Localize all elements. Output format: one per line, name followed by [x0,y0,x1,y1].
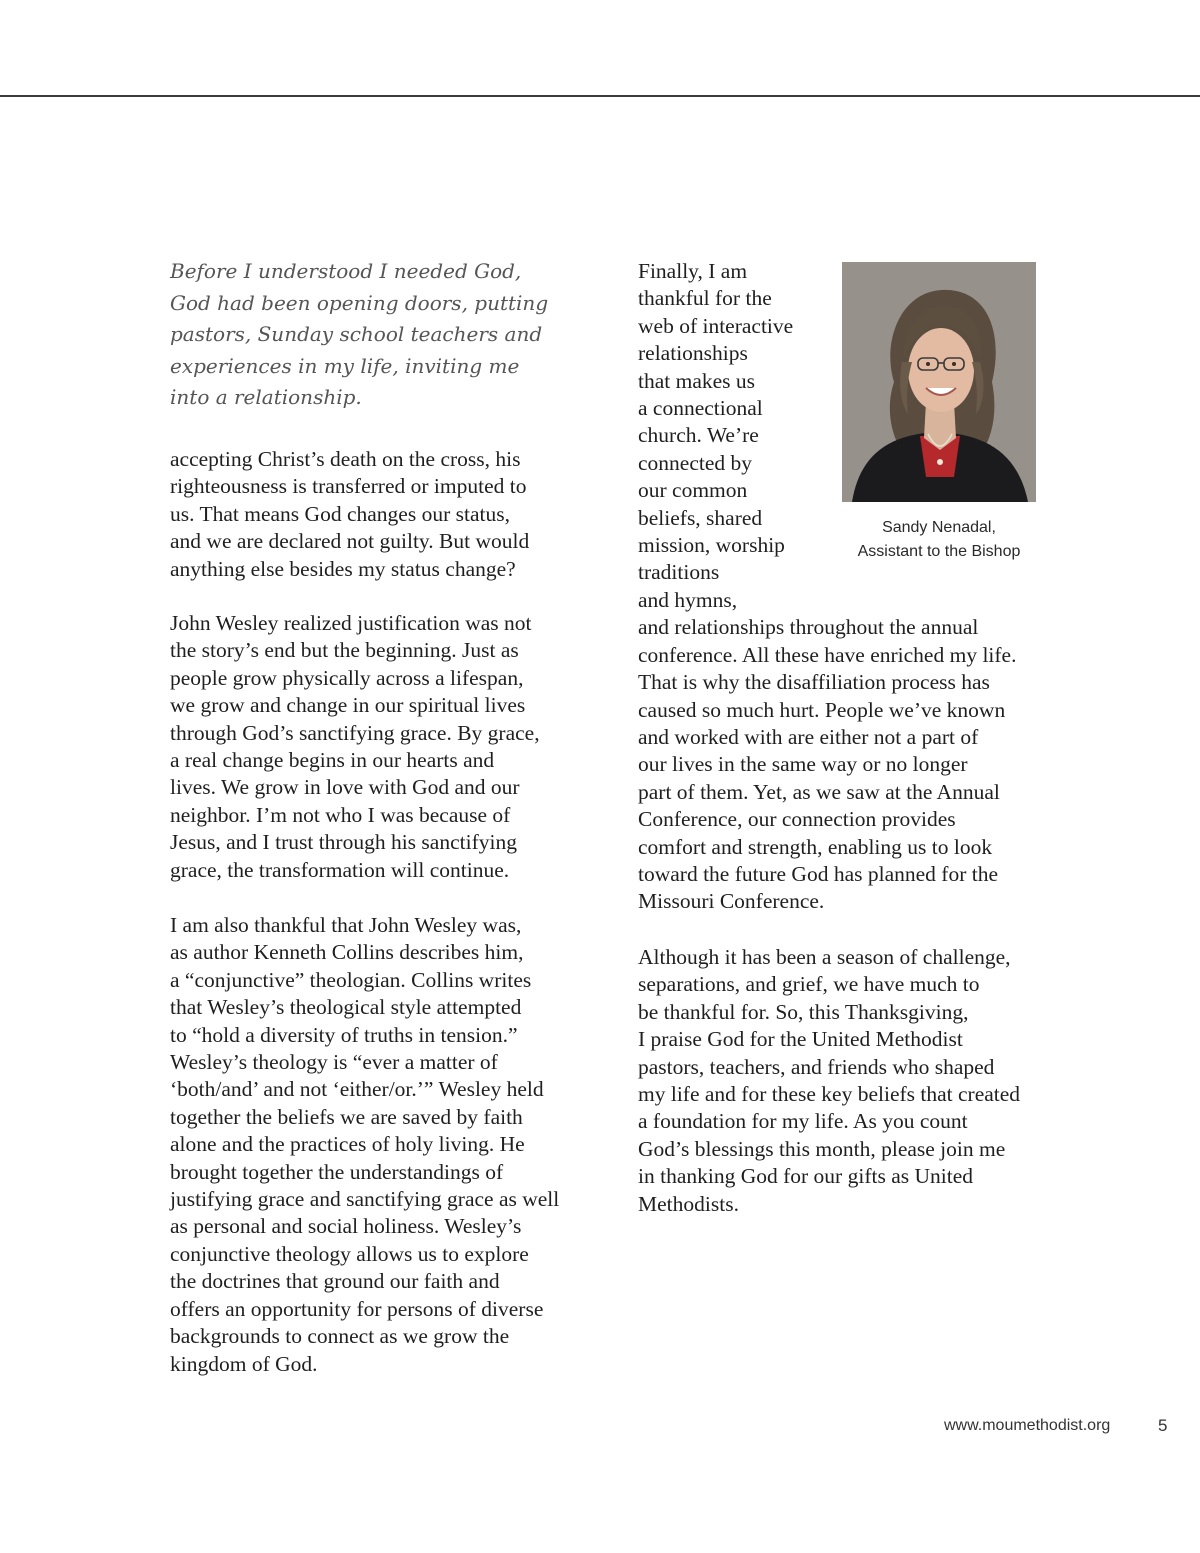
text-line: people grow physically across a lifespan, [170,665,524,690]
text-line: and we are declared not guilty. But would [170,529,530,554]
photo-caption [838,516,1040,564]
text-line: a connectional [638,396,763,421]
text-line: conference. All these have enriched my life. [638,642,1017,667]
text-line: traditions [638,560,720,585]
text-line: a real change begins in our hearts and [170,748,495,773]
text-line: God’s blessings this month, please join me [638,1136,1006,1161]
text-line: kingdom of God. [170,1351,318,1376]
text-line: brought together the understandings of [170,1159,504,1184]
text-line: relationships [638,341,748,366]
text-line: caused so much hurt. People we’ve known [638,697,1006,722]
text-line: and hymns, [638,587,738,612]
text-line: church. We’re [638,423,759,448]
text-line: comfort and strength, enabling us to look [638,834,993,859]
caption-title: Assistant to the Bishop [857,543,1021,560]
text-line: thankful for the [638,286,772,311]
text-line: Conference, our connection provides [638,807,956,832]
text-line: ‘both/and’ and not ‘either/or.’” Wesley held [170,1077,544,1102]
text-line: my life and for these key beliefs that created [638,1082,1021,1107]
text-line: Wesley’s theology is “ever a matter of [170,1050,498,1075]
left-paragraph-1 [170,446,590,583]
left-paragraph-2 [170,610,590,884]
right-paragraph-2 [638,944,1058,1218]
text-line: a foundation for my life. As you count [638,1109,968,1134]
caption-name: Sandy Nenadal, [882,519,996,536]
text-line: as author Kenneth Collins describes him, [170,940,524,965]
text-line: Although it has been a season of challenge, [638,945,1011,969]
text-line: be thankful for. So, this Thanksgiving, [638,999,969,1024]
text-line: a “conjunctive” theologian. Collins writes [170,967,532,992]
text-line: web of interactive [638,313,794,338]
text-line: anything else besides my status change? [170,556,516,581]
text-line: I praise God for the United Methodist [638,1027,963,1052]
pull-quote [170,256,590,414]
text-line: pastors, teachers, and friends who shaped [638,1054,995,1079]
text-line: mission, worship [638,533,785,558]
text-line: Finally, I am [638,259,748,283]
text-line: I am also thankful that John Wesley was, [170,913,522,937]
portrait-illustration [842,262,1036,502]
text-line: John Wesley realized justification was not [170,611,532,635]
text-line: us. That means God changes our status, [170,501,510,526]
text-line: Methodists. [638,1191,739,1216]
pull-quote-line: Before I understood I needed God, [170,259,522,283]
text-line: neighbor. I’m not who I was because of [170,802,511,827]
text-line: beliefs, shared [638,505,763,530]
text-line: righteousness is transferred or imputed to [170,474,527,499]
text-line: our lives in the same way or no longer [638,752,968,777]
text-line: and worked with are either not a part of [638,724,979,749]
text-line: toward the future God has planned for the [638,861,999,886]
text-line: and relationships throughout the annual [638,615,979,640]
text-line: that Wesley’s theological style attempted [170,995,522,1020]
text-line: part of them. Yet, as we saw at the Annual [638,779,1000,804]
text-line: through God’s sanctifying grace. By grace, [170,720,540,745]
text-line: to “hold a diversity of truths in tension.” [170,1022,518,1047]
pull-quote-line: pastors, Sunday school teachers and [170,322,543,346]
text-line: backgrounds to connect as we grow the [170,1324,510,1349]
text-line: separations, and grief, we have much to [638,972,980,997]
header-rule [0,95,1200,97]
text-line: our common [638,478,748,503]
text-line: the story’s end but the beginning. Just as [170,638,519,663]
left-paragraph-3 [170,912,590,1378]
text-line: lives. We grow in love with God and our [170,775,520,800]
text-line: justifying grace and sanctifying grace as well [170,1187,560,1212]
text-line: conjunctive theology allows us to explore [170,1241,529,1266]
text-line: the doctrines that ground our faith and [170,1269,500,1294]
text-line: offers an opportunity for persons of diverse [170,1296,544,1321]
text-line: Missouri Conference. [638,889,825,914]
text-line: we grow and change in our spiritual lives [170,693,526,718]
page-number: 5 [1158,1416,1168,1435]
text-line: connected by [638,450,753,475]
text-line: accepting Christ’s death on the cross, his [170,447,521,471]
text-line: together the beliefs we are saved by faith [170,1104,523,1129]
text-line: Jesus, and I trust through his sanctifying [170,830,517,855]
portrait-photo [842,262,1036,502]
footer-url[interactable]: www.moumethodist.org [944,1417,1111,1434]
text-line: That is why the disaffiliation process has [638,670,990,695]
text-line: grace, the transformation will continue. [170,857,510,882]
pull-quote-line: into a relationship. [170,385,362,409]
text-line: in thanking God for our gifts as United [638,1164,973,1189]
text-line: alone and the practices of holy living. He [170,1132,525,1157]
pull-quote-line: experiences in my life, inviting me [170,353,520,378]
text-line: as personal and social holiness. Wesley’s [170,1214,522,1239]
pull-quote-line: God had been opening doors, putting [170,290,549,315]
text-line: that makes us [638,368,756,393]
